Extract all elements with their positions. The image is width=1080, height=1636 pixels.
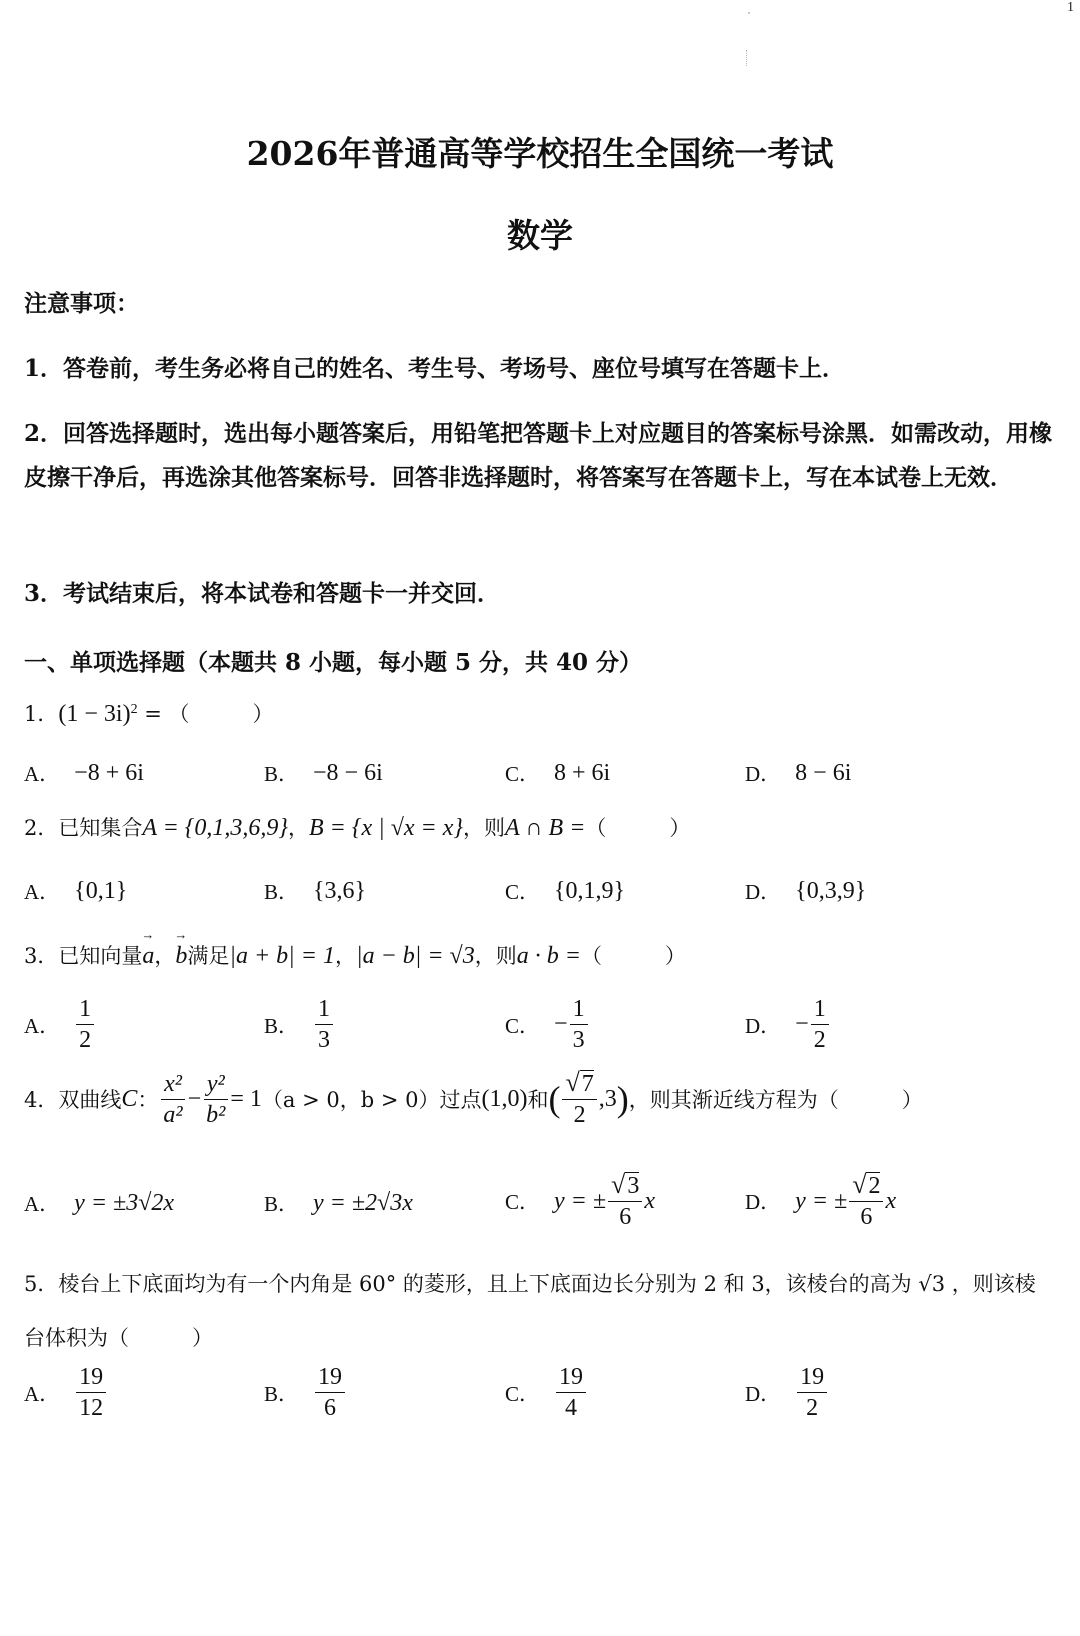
q1-option-c[interactable]: C． 8 + 6i (505, 759, 611, 786)
denominator: b² (206, 1101, 226, 1128)
section-heading: 一、单项选择题（本题共 8 小题，每小题 5 分，共 40 分） (24, 649, 643, 676)
note-2: 2．回答选择题时，选出每小题答案后，用铅笔把答题卡上对应题目的答案标号涂黑．如需改动，用橡皮擦干净后，再选涂其他答案标号．回答非选择题时，将答案写在答题卡上，写在本试卷上无效． (24, 420, 1053, 491)
fraction (608, 1170, 642, 1232)
q1-option-d[interactable]: D． 8 − 6i (745, 759, 852, 786)
denominator: 2 (79, 1027, 92, 1053)
denominator: 6 (324, 1395, 337, 1421)
numerator: √2 (849, 1170, 883, 1202)
q3-option-d[interactable]: D． − $\frac{1}{2}$ (745, 994, 831, 1055)
q4-option-a[interactable]: A． y = ±3√2x (24, 1189, 175, 1216)
point-2-y: ,3 (598, 1085, 617, 1112)
question-5-line-2: 台体积为（ ） (24, 1326, 213, 1350)
numerator: x² (161, 1069, 185, 1100)
denominator: 3 (572, 1027, 585, 1053)
question-4 (24, 1068, 923, 1130)
q4-text: 双曲线 (58, 1088, 122, 1112)
q5-option-a[interactable]: A． $\frac{19}{12}$ (24, 1362, 108, 1423)
q3-then: ，则 (474, 944, 517, 968)
question-number: 4． (24, 1088, 59, 1112)
q4-tail: ，则其渐近线方程为（ ） (628, 1088, 923, 1112)
q4-condition: （a > 0，b > 0）过点 (261, 1088, 482, 1112)
fraction-y2-b2 (203, 1069, 228, 1130)
q3-condition-2: |a − b| = √3 (355, 943, 475, 969)
q5-option-d[interactable]: D． $\frac{19}{2}$ (745, 1362, 829, 1423)
radicand: 7 (581, 1071, 594, 1097)
radicand: 2 (868, 1173, 881, 1199)
point-1: (1,0) (481, 1085, 528, 1112)
q3-option-c[interactable]: C． − $\frac{1}{3}$ (505, 994, 590, 1055)
fraction (76, 1362, 106, 1423)
q5-option-b[interactable]: B． $\frac{19}{6}$ (264, 1362, 347, 1423)
scan-mark (748, 12, 750, 14)
fraction (849, 1170, 883, 1232)
q2-option-c[interactable]: C． {0,1,9} (505, 877, 626, 904)
q4-option-b[interactable]: B． y = ±2√3x (264, 1189, 413, 1216)
q1-expression: (1 − 3i) (58, 701, 131, 727)
exam-title: 2026年普通高等学校招生全国统一考试 (246, 134, 834, 173)
numerator: y² (204, 1069, 228, 1100)
prefix: y = ± (795, 1187, 848, 1214)
q3-text: 已知向量 (58, 944, 143, 968)
numerator: √3 (608, 1170, 642, 1202)
denominator: 2 (573, 1102, 586, 1128)
denominator: 4 (565, 1395, 578, 1421)
q4-option-c[interactable]: C． y = ± $\frac{√3}{6}$ x (505, 1170, 655, 1230)
denominator: 6 (619, 1204, 632, 1230)
numerator: 19 (315, 1362, 345, 1393)
sign: − (795, 1011, 809, 1037)
fraction (797, 1362, 827, 1423)
fraction (570, 994, 588, 1055)
denominator: 2 (813, 1027, 826, 1053)
denominator: 6 (860, 1204, 873, 1230)
q3-option-a[interactable]: A． $\frac{1}{2}$ (24, 994, 96, 1055)
numerator: 1 (315, 994, 333, 1025)
sign: − (554, 1011, 568, 1037)
subject-title: 数学 (507, 216, 573, 255)
radicand: 3 (627, 1173, 640, 1199)
curve-c: C (121, 1085, 138, 1112)
numerator: √7 (562, 1068, 596, 1100)
page-number: 1 (1067, 0, 1074, 15)
q3-sep: ， (334, 944, 356, 968)
q4-option-d[interactable]: D． y = ± $\frac{√2}{6}$ x (745, 1170, 897, 1230)
question-1 (24, 698, 274, 728)
q1-tail: = （ ） (137, 702, 274, 726)
denominator: a² (163, 1101, 183, 1128)
q3-tail: （ ） (580, 944, 686, 968)
q1-exponent: 2 (130, 702, 138, 717)
numerator: 1 (76, 994, 94, 1025)
suffix: x (644, 1187, 655, 1214)
q3-condition-1: |a + b| = 1 (229, 943, 335, 969)
note-1: 1．答卷前，考生务必将自己的姓名、考生号、考场号、座位号填写在答题卡上． (24, 355, 846, 382)
q2-option-b[interactable]: B． {3,6} (264, 877, 367, 904)
notes-heading: 注意事项： (24, 290, 139, 317)
scan-mark (746, 50, 748, 66)
suffix: x (885, 1187, 897, 1214)
q2-set-b: B = {x | √x = x} (309, 815, 463, 841)
q4-and: 和 (527, 1088, 549, 1112)
q3-ask: a · b = (516, 943, 581, 969)
denominator: 3 (318, 1027, 331, 1053)
q4-colon: ： (137, 1088, 159, 1112)
q2-option-a[interactable]: A． {0,1} (24, 877, 128, 904)
paren-open: ( (548, 1079, 561, 1119)
minus: − (187, 1085, 202, 1112)
q3-sep: ， (154, 944, 176, 968)
note-3: 3．考试结束后，将本试卷和答题卡一并交回． (24, 580, 501, 607)
fraction-sqrt7-2 (562, 1068, 596, 1130)
fraction-x2-a2 (160, 1069, 185, 1130)
question-2 (24, 812, 690, 842)
prefix: y = ± (554, 1187, 607, 1214)
q2-option-d[interactable]: D． {0,3,9} (745, 877, 867, 904)
question-3 (24, 940, 686, 970)
numerator: 1 (811, 994, 829, 1025)
fraction (811, 994, 829, 1055)
q3-text-mid: 满足 (187, 944, 230, 968)
equals-one: = 1 (230, 1085, 262, 1112)
q3-option-b[interactable]: B． $\frac{1}{3}$ (264, 994, 335, 1055)
fraction (556, 1362, 586, 1423)
fraction (76, 994, 94, 1055)
q2-set-a: A = {0,1,3,6,9} (142, 815, 288, 841)
question-number: 2． (24, 816, 59, 840)
numerator: 19 (556, 1362, 586, 1393)
numerator: 1 (570, 994, 588, 1025)
question-number: 3． (24, 944, 59, 968)
q2-ask: A ∩ B = (504, 815, 586, 841)
q5-option-c[interactable]: C． $\frac{19}{4}$ (505, 1362, 588, 1423)
fraction (315, 1362, 345, 1423)
q2-tail: （ ） (585, 816, 691, 840)
vector-b: → b (175, 943, 187, 970)
q2-text-mid: ，则 (462, 816, 505, 840)
question-number: 1． (24, 702, 59, 726)
question-5-line-1: 5．棱台上下底面均为有一个内角是 60° 的菱形，且上下底面边长分别为 2 和 3，该棱台的高为 √3 ，则该棱 (24, 1272, 1036, 1296)
q1-option-a[interactable]: A． −8 + 6i (24, 759, 144, 786)
paren-close: ) (616, 1079, 629, 1119)
denominator: 12 (79, 1395, 104, 1421)
q2-sep: ， (288, 816, 309, 840)
numerator: 19 (797, 1362, 827, 1393)
q2-text: 已知集合 (58, 816, 143, 840)
vector-a: → a (142, 943, 154, 970)
q1-option-b[interactable]: B． −8 − 6i (264, 759, 383, 786)
denominator: 2 (806, 1395, 819, 1421)
fraction (315, 994, 333, 1055)
numerator: 19 (76, 1362, 106, 1393)
